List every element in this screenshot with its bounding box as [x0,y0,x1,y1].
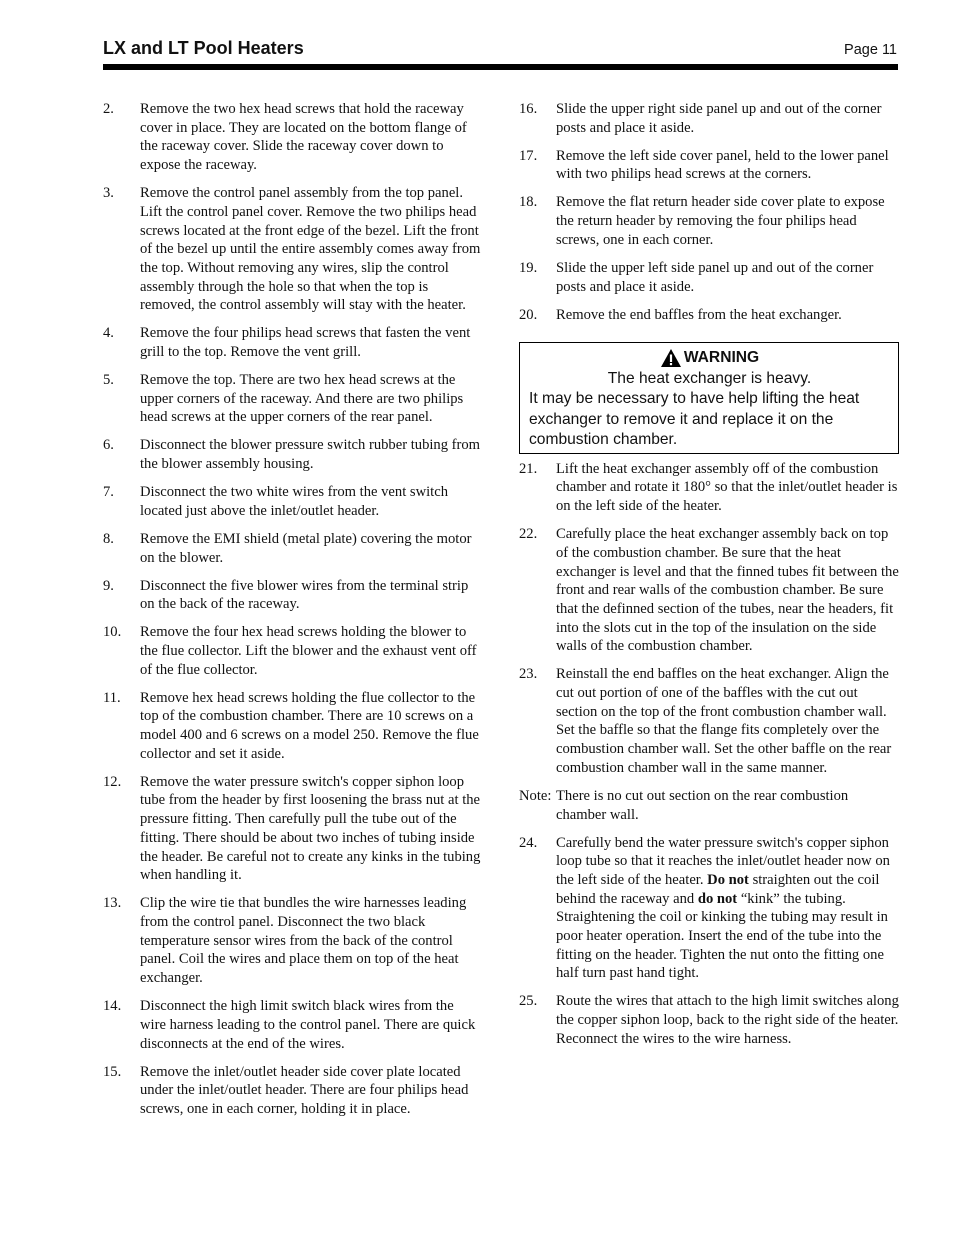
step-text: Remove the flat return header side cover plate to expose the return header by removing the four philips head screws, one in each corner. [556,194,885,248]
step-number: 10. [103,624,122,641]
step-number: 22. [519,526,538,543]
step-text: Reinstall the end baffles on the heat exchanger. Align the cut out portion of one of the baffles with the cut out section on the top of the front combustion chamber wall. Set the baffle so that the flange fits completely over the combustion chamber wall. Set the other baffle on the rear combustion chamber wall in the same manner. [556,666,892,776]
step-number: 16. [519,101,538,117]
list-item [519,193,899,249]
step-text: Remove the left side cover panel, held to the lower panel with two philips head screws at the corners. [556,147,889,183]
step-text: Disconnect the two white wires from the vent switch located just above the inlet/outlet header. [140,484,449,519]
step-text: Slide the upper right side panel up and out of the corner posts and place it aside. [556,101,882,136]
emphasis-do-not: Do not [707,871,749,888]
list-item [103,894,483,988]
warning-title: WARNING [683,349,760,367]
step-text [556,834,899,984]
list-item [103,436,483,473]
list-item [103,324,483,361]
step-number: 5. [103,372,114,389]
list-item [519,147,899,184]
step-number: 24. [519,834,538,851]
list-item [103,184,483,315]
warning-line: The heat exchanger is heavy. [607,369,812,387]
warning-heading [529,348,890,369]
step-number: 11. [103,689,121,706]
left-column [103,100,483,1128]
note-label: Note: [519,787,552,804]
step-text: Remove the EMI shield (metal plate) covering the motor on the blower. [140,530,472,566]
step-text: Route the wires that attach to the high limit switches along the copper siphon loop, back to the right side of the heater. Reconnect the wires to the wire harness. [556,993,899,1047]
list-item [519,665,899,777]
step-text: Remove the control panel assembly from the top panel. Lift the control panel cover. Remove the two philips head screws located at the front edge of the bezel. Lift the front of the bezel up until the entire assembly comes away from the top. Without removing any wires, slip the control assembly through the hole so that when the top is removed, the control assembly will stay with the heater. [140,185,481,314]
note [519,787,899,824]
step-text: Remove the four hex head screws holding the blower to the flue collector. Lift the blower and the exhaust vent off of the flue collector. [140,624,477,678]
step-text: Remove the inlet/outlet header side cover plate located under the inlet/outlet header. There are four philips head screws, one in each corner, holding it in place. [140,1063,469,1117]
page-number: Page 11 [844,42,897,58]
list-item [519,460,899,516]
step-number: 2. [103,101,114,117]
list-item [103,1063,483,1119]
list-item [519,306,899,325]
emphasis-do-not: do not [697,890,738,907]
list-item [519,100,899,137]
step-text: Disconnect the five blower wires from the terminal strip on the back of the raceway. [140,577,469,613]
step-number: 19. [519,259,538,276]
warning-body: It may be necessary to have help lifting the heat exchanger to remove it and replace it on the combustion chamber. [529,390,860,449]
step-text: Carefully place the heat exchanger assembly back on top of the combustion chamber. Be sure that the heat exchanger is level and that the finned tubes fit between the front and rear walls of the combustion chamber. Be sure that the definned section of the tubes, near the headers, fit into the slots cut in the top of the insulation on the side walls of the combustion chamber. [556,526,899,655]
step-number: 23. [519,666,538,683]
list-item [519,992,899,1048]
step-number: 14. [103,998,122,1015]
step-number: 21. [519,460,538,477]
step-number: 9. [103,577,114,594]
step-number: 4. [103,325,114,342]
warning-box [519,342,899,454]
right-column [519,100,899,1058]
step-text: Clip the wire tie that bundles the wire harnesses leading from the control panel. Disconnect the two black temperature sensor wires from the back of the control panel. Coil the wires and place them on top of the heat exchanger. [140,895,467,987]
list-item [103,371,483,427]
step-text: Remove the end baffles from the heat exchanger. [556,306,842,323]
step-number: 6. [103,437,114,454]
step-text-part: Carefully bend the water pressure switch's copper siphon loop tube so that it reaches the inlet/outlet header now on the left side of the heater. [556,834,890,888]
step-number: 25. [519,993,538,1010]
list-item [103,483,483,520]
list-item [103,689,483,764]
list-item [519,834,899,984]
page-header-title: LX and LT Pool Heaters [103,38,304,58]
step-text: Remove the water pressure switch's copper siphon loop tube from the header by first loosening the brass nut at the pressure fitting. Then carefully pull the tube out of the fitting. There should be about two inches of tubing inside the header. Be careful not to create any kinks in the tubing when handling it. [140,773,481,884]
note-text: There is no cut out section on the rear combustion chamber wall. [556,787,849,823]
step-text: Slide the upper left side panel up and out of the corner posts and place it aside. [556,259,874,295]
list-item [103,623,483,679]
list-item [519,259,899,296]
step-text: Disconnect the high limit switch black wires from the wire harness leading to the control panel. There are quick disconnects at the end of the wires. [140,998,476,1052]
step-text: Lift the heat exchanger assembly off of the combustion chamber and rotate it 180° so that the inlet/outlet header is on the left side of the heater. [556,460,898,515]
step-number: 3. [103,185,114,202]
step-number: 17. [519,147,538,164]
step-text: Disconnect the blower pressure switch rubber tubing from the blower assembly housing. [140,437,481,473]
header-rule [103,64,898,70]
list-item [103,773,483,885]
step-text: Remove the top. There are two hex head screws at the upper corners of the raceway. And there are two philips head screws at the upper corners of the rear panel. [140,372,464,426]
step-number: 15. [103,1063,122,1080]
step-text-part: straighten out the coil behind the raceway and [556,871,880,907]
step-number: 18. [519,194,538,211]
step-number: 20. [519,306,538,323]
step-number: 8. [103,530,114,547]
step-text-part: “kink” the tubing. Straightening the coil or kinking the tubing may result in poor heater operation. Insert the end of the tube into the fitting on the header. Tighten the nut onto the fitting one half turn past hand tight. [556,890,888,982]
step-number: 12. [103,773,122,790]
list-item [519,525,899,656]
step-text: Remove hex head screws holding the flue collector to the top of the combustion chamber. There are 10 screws on a model 400 and 6 screws on a model 250. Remove the flue collector and set it aside. [140,689,479,762]
step-number: 7. [103,484,114,501]
list-item [103,997,483,1053]
warning-triangle-icon [660,348,682,368]
list-item [103,530,483,567]
list-item [103,577,483,614]
step-number: 13. [103,895,122,912]
step-text: Remove the four philips head screws that fasten the vent grill to the top. Remove the vent grill. [140,325,471,361]
step-text: Remove the two hex head screws that hold the raceway cover in place. They are located on the bottom flange of the raceway cover. Slide the raceway cover down to expose the raceway. [140,101,467,174]
list-item [103,100,483,175]
